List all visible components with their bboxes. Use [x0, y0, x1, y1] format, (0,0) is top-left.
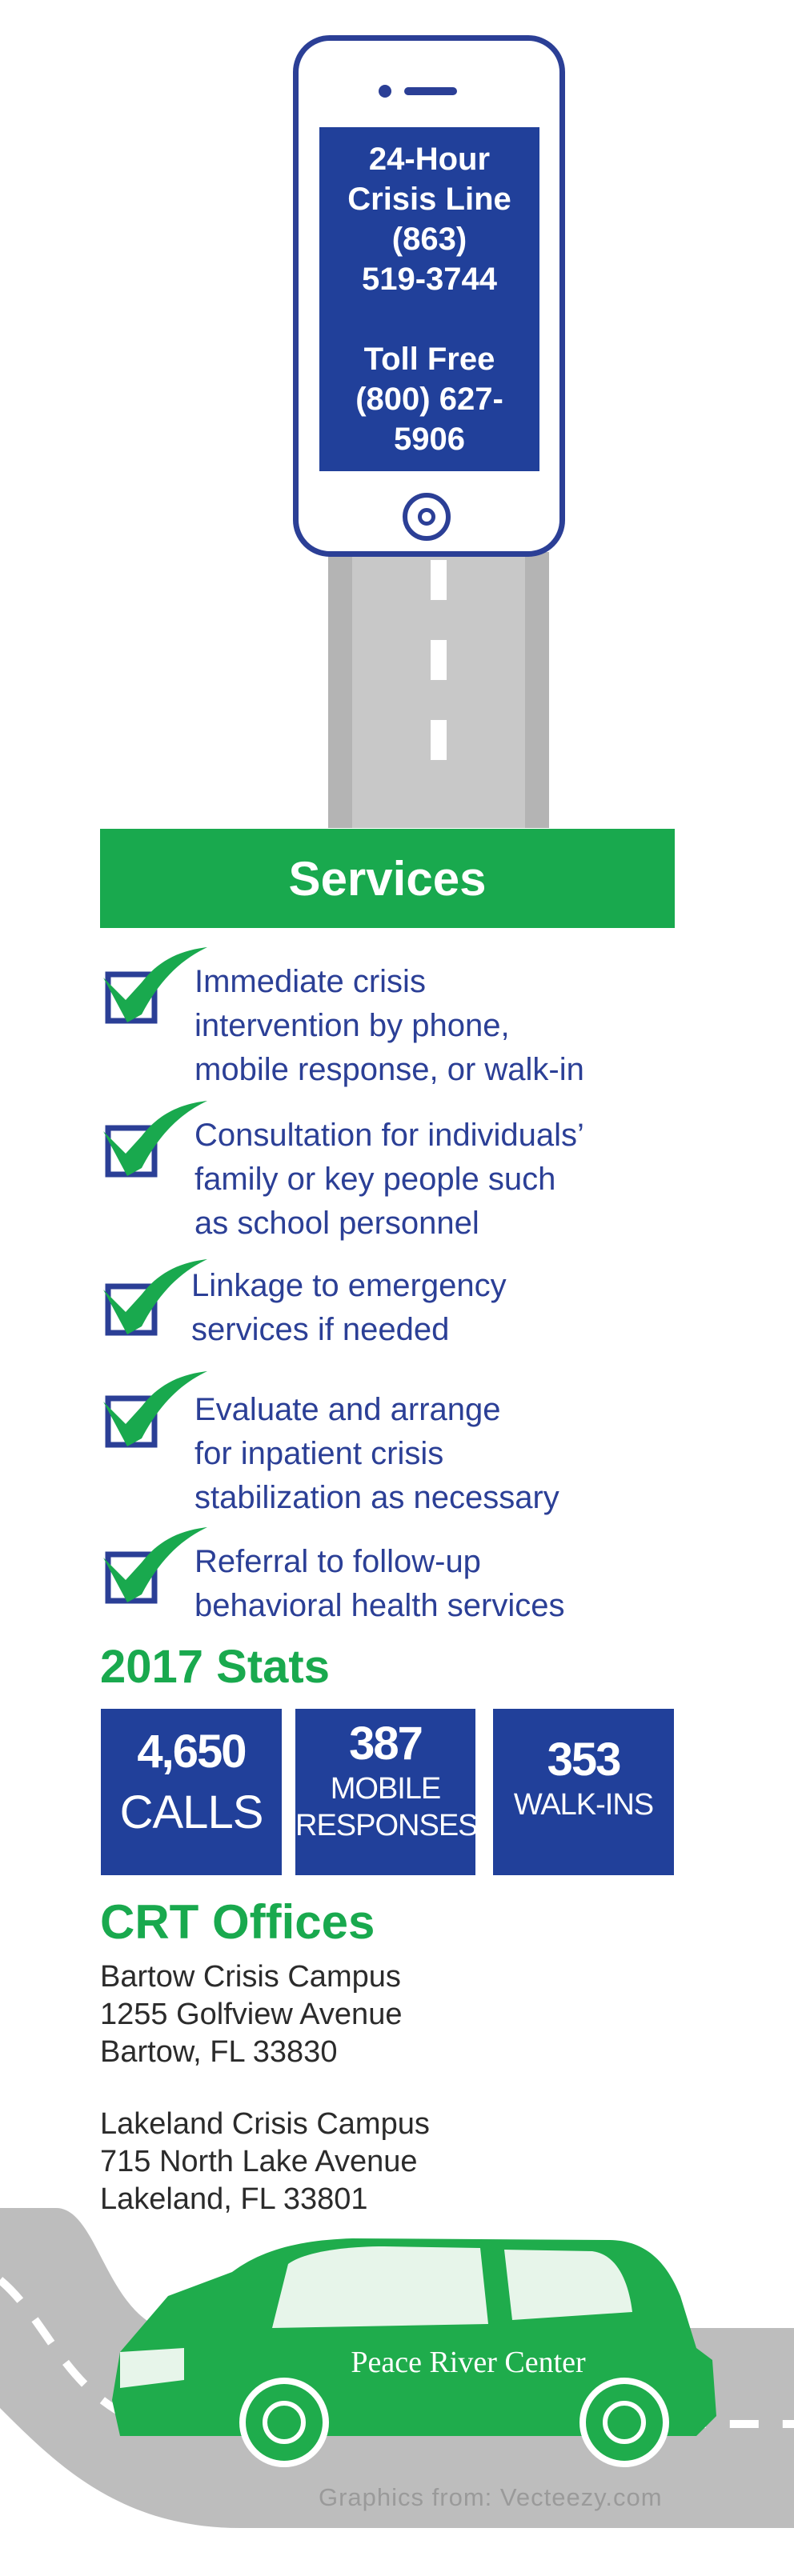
service-line: Evaluate and arrange	[194, 1392, 501, 1427]
stat-label: CALLS	[119, 1786, 263, 1838]
service-line: stabilization as necessary	[194, 1480, 559, 1515]
crisis-phone: 519-3744	[361, 262, 498, 297]
service-line: family or key people such	[194, 1162, 556, 1197]
service-line: Consultation for individuals’	[194, 1118, 584, 1153]
phone-camera	[379, 85, 391, 98]
crisis-line-text: Crisis Line	[347, 182, 511, 217]
road-edge-left	[328, 552, 352, 828]
service-item	[100, 1256, 708, 1352]
office-name: Bartow Crisis Campus	[100, 1960, 401, 1994]
toll-free-label: Toll Free	[363, 342, 495, 377]
stat-label: RESPONSES	[295, 1809, 478, 1842]
road-dash	[431, 640, 447, 680]
stat-box-mobile	[295, 1709, 478, 1875]
office-street: 715 North Lake Avenue	[100, 2145, 418, 2178]
stat-box-walk-ins	[493, 1709, 674, 1875]
service-line: behavioral health services	[194, 1588, 565, 1623]
phone-home-button	[403, 493, 451, 541]
toll-free-phone: (800) 627-	[355, 382, 503, 417]
service-line: Referral to follow-up	[194, 1544, 481, 1579]
stat-number: 353	[547, 1734, 620, 1786]
service-item	[100, 1098, 708, 1241]
service-item	[100, 1368, 708, 1515]
service-line: intervention by phone,	[194, 1008, 510, 1043]
office-address	[100, 1958, 402, 2071]
services-title: Services	[288, 851, 487, 906]
crisis-phone: (863)	[391, 222, 467, 257]
stat-label: WALK-INS	[513, 1788, 654, 1822]
service-item	[100, 944, 708, 1087]
crisis-line-screen	[319, 127, 539, 471]
stat-label: MOBILE	[330, 1772, 441, 1806]
crisis-line-text: 24-Hour	[368, 142, 491, 177]
office-address	[100, 2106, 430, 2218]
phone-icon	[293, 35, 565, 557]
offices-title: CRT Offices	[100, 1895, 375, 1949]
stats-title: 2017 Stats	[100, 1641, 330, 1693]
car-brand-text: Peace River Center	[351, 2346, 586, 2379]
stat-number: 387	[349, 1718, 422, 1770]
services-banner	[100, 829, 675, 928]
service-line: as school personnel	[194, 1206, 479, 1241]
graphics-credit: Graphics from: Vecteezy.com	[319, 2483, 663, 2511]
office-name: Lakeland Crisis Campus	[100, 2107, 430, 2141]
road-dash	[431, 720, 447, 760]
road-icon	[328, 552, 549, 828]
service-line: Linkage to emergency	[191, 1268, 507, 1303]
office-street: 1255 Golfview Avenue	[100, 1998, 403, 2031]
car-icon	[112, 2238, 716, 2464]
road-dash	[431, 560, 447, 600]
stat-number: 4,650	[137, 1726, 246, 1778]
road-edge-right	[525, 552, 549, 828]
office-city: Lakeland, FL 33801	[100, 2182, 368, 2216]
service-line: Immediate crisis	[194, 964, 426, 999]
phone-speaker	[404, 87, 457, 95]
service-line: services if needed	[191, 1312, 450, 1347]
service-line: for inpatient crisis	[194, 1436, 444, 1471]
toll-free-phone: 5906	[394, 422, 465, 457]
service-item	[100, 1524, 708, 1623]
stat-box-calls	[101, 1709, 282, 1875]
office-city: Bartow, FL 33830	[100, 2035, 338, 2069]
car-road-scene	[0, 2208, 794, 2576]
service-line: mobile response, or walk-in	[194, 1052, 584, 1087]
